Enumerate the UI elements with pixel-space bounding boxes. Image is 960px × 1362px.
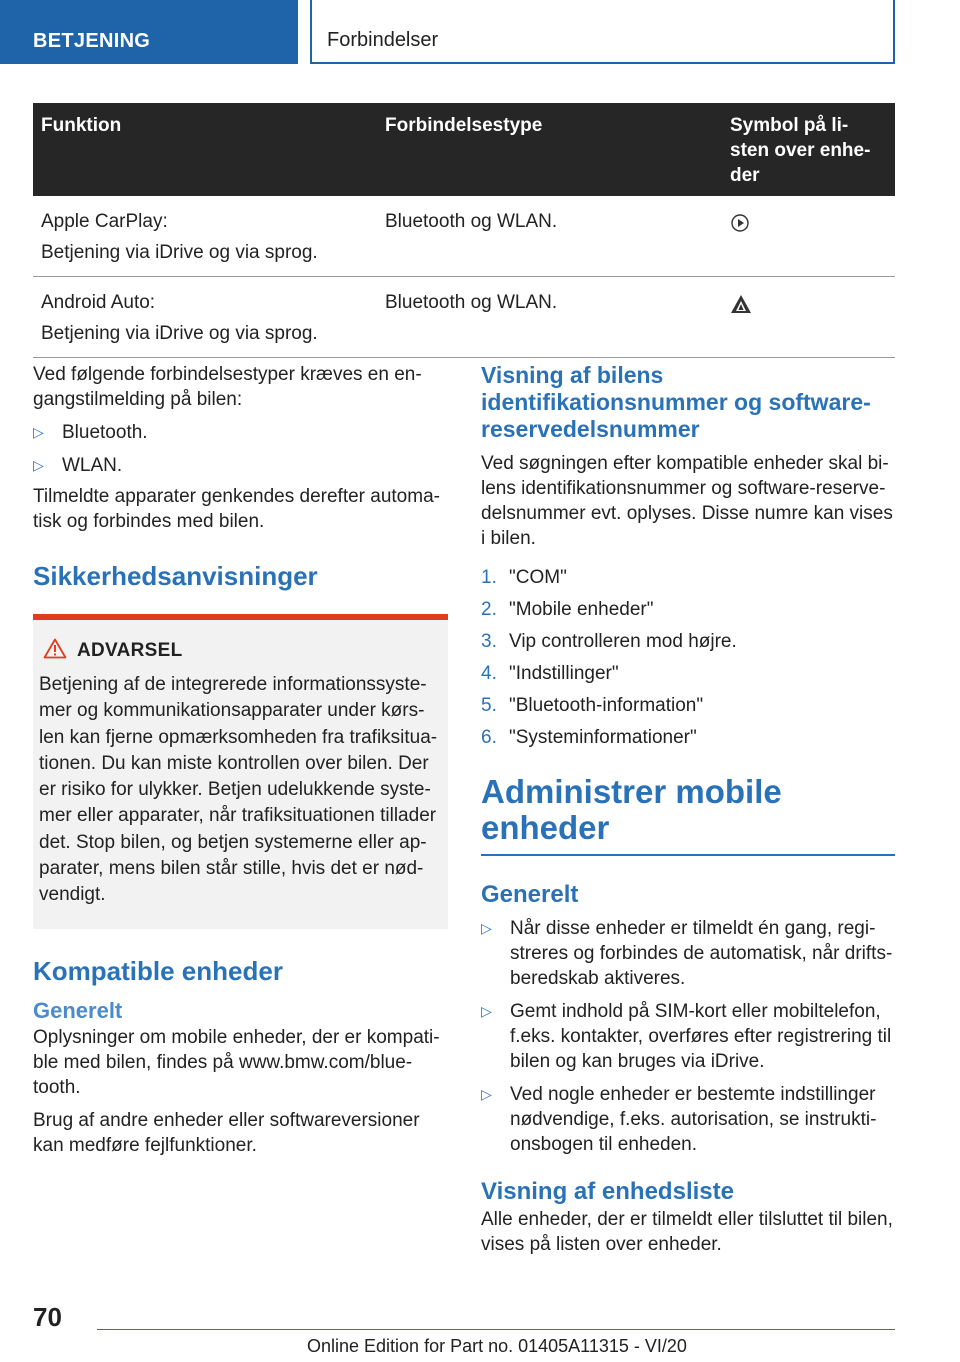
list-item-text: Bluetooth. bbox=[62, 422, 148, 443]
device-list-text: Alle enheder, der er tilmeldt eller tilsluttet til bilen, vises på listen over enheder. bbox=[481, 1209, 893, 1255]
triangle-bullet-icon: ▷ bbox=[33, 424, 44, 440]
triangle-bullet-icon: ▷ bbox=[33, 457, 44, 473]
list-item bbox=[481, 629, 895, 654]
header-function: Funktion bbox=[33, 103, 377, 196]
triangle-bullet-icon: ▷ bbox=[481, 920, 492, 936]
steps-list bbox=[481, 565, 895, 750]
list-item bbox=[481, 565, 895, 590]
list-item bbox=[481, 1082, 895, 1157]
table-cell-function bbox=[33, 277, 377, 358]
after-text: Tilmeldte apparater genkendes derefter automa- tisk og forbindes med bilen. bbox=[33, 486, 440, 532]
triangle-bullet-icon: ▷ bbox=[481, 1003, 492, 1019]
vin-text: Ved søgningen efter kompatible enheder skal bi- lens identifikationsnummer og software-reserve- delsnummer evt. oplyses. Disse numre kan vises i bilen. bbox=[481, 453, 893, 549]
manage-heading: Administrer mobile enheder bbox=[481, 774, 895, 856]
step-text: "Bluetooth-information" bbox=[509, 695, 704, 716]
table-row bbox=[33, 277, 895, 358]
list-item bbox=[481, 597, 895, 622]
safety-heading: Sikkerhedsanvisninger bbox=[33, 561, 318, 591]
list-item-text: Ved nogle enheder er bestemte indstillinger nødvendige, f.eks. autorisation, se instrukti- onsbogen til enheden. bbox=[510, 1084, 877, 1155]
step-text: "Indstillinger" bbox=[509, 663, 619, 684]
general-text-2: Brug af andre enheder eller softwareversioner kan medføre fejlfunktioner. bbox=[33, 1109, 420, 1156]
function-name: Android Auto: bbox=[41, 292, 156, 313]
step-number: 5. bbox=[481, 695, 497, 716]
warning-title: ADVARSEL bbox=[77, 640, 183, 661]
device-list-heading: Visning af enhedsliste bbox=[481, 1178, 734, 1205]
warning-text: Betjening af de integrerede informationssyste- mer og kommunikationsapparater under kørs- len kan fjerne opmærksomheden fra trafiksitua- tionen. Du kan miste kontrollen over bilen. Der er risiko for ulykker. Betjen udelukkende syste- mer eller apparater, når trafiksituationen tillader det. Stop bilen, og betjen systemerne eller ap- parater, mens bilen står stille, hvis det er nød- vendigt. bbox=[39, 674, 438, 906]
connection-table bbox=[33, 103, 895, 358]
general-bullet-list bbox=[481, 916, 895, 1157]
header-connection-type: Forbindelsestype bbox=[377, 103, 722, 196]
table-cell-type: Bluetooth og WLAN. bbox=[377, 277, 722, 358]
step-text: "Mobile enheder" bbox=[509, 599, 654, 620]
vin-heading: Visning af bilens identifikationsnummer og software- reservedelsnummer bbox=[481, 362, 871, 442]
list-item bbox=[481, 693, 895, 718]
carplay-icon bbox=[730, 212, 750, 243]
list-item bbox=[481, 916, 895, 991]
function-name: Apple CarPlay: bbox=[41, 211, 168, 232]
step-number: 6. bbox=[481, 727, 497, 748]
compat-heading: Kompatible enheder bbox=[33, 955, 283, 986]
table-cell-function bbox=[33, 196, 377, 277]
list-item-text: Gemt indhold på SIM-kort eller mobiltelefon, f.eks. kontakter, overføres efter registrering til bilen og kan bruges via iDrive. bbox=[510, 1001, 892, 1072]
step-text: "Systeminformationer" bbox=[509, 727, 697, 748]
warning-box bbox=[33, 614, 448, 929]
step-number: 2. bbox=[481, 599, 497, 620]
table-cell-symbol bbox=[722, 196, 895, 277]
list-item bbox=[33, 453, 448, 478]
list-item bbox=[33, 420, 448, 445]
list-item bbox=[481, 661, 895, 686]
left-column bbox=[33, 362, 448, 1158]
general-text-1: Oplysninger om mobile enheder, der er kompati- ble med bilen, findes på www.bmw.com/blue- tooth. bbox=[33, 1026, 440, 1098]
connection-list bbox=[33, 420, 448, 478]
function-desc: Betjening via iDrive og via sprog. bbox=[41, 323, 318, 344]
section-tab[interactable]: BETJENING bbox=[0, 0, 298, 64]
table-row bbox=[33, 196, 895, 277]
step-text: Vip controlleren mod højre. bbox=[509, 631, 737, 652]
page-number: 70 bbox=[33, 1302, 62, 1332]
list-item-text: Når disse enheder er tilmeldt én gang, regi- streres og forbindes de automatisk, når drifts- beredskab aktiveres. bbox=[510, 918, 893, 989]
footer-edition[interactable]: Online Edition for Part no. 01405A11315 - VI/20 bbox=[307, 1336, 687, 1356]
list-item bbox=[481, 725, 895, 750]
table-header-row bbox=[33, 103, 895, 196]
list-item-text: WLAN. bbox=[62, 455, 123, 476]
list-item bbox=[481, 999, 895, 1074]
header-symbol: Symbol på li- sten over enhe- der bbox=[722, 103, 895, 196]
warning-triangle-icon bbox=[43, 638, 67, 664]
intro-text: Ved følgende forbindelsestyper kræves en en- gangstilmelding på bilen: bbox=[33, 364, 422, 410]
step-number: 3. bbox=[481, 631, 497, 652]
triangle-bullet-icon: ▷ bbox=[481, 1086, 492, 1102]
table-cell-symbol bbox=[722, 277, 895, 358]
chapter-title: Forbindelser bbox=[310, 0, 895, 64]
step-number: 4. bbox=[481, 663, 497, 684]
function-desc: Betjening via iDrive og via sprog. bbox=[41, 242, 318, 263]
general-subheading: Generelt bbox=[33, 997, 123, 1023]
android-auto-icon bbox=[730, 293, 752, 324]
footer-divider bbox=[97, 1329, 895, 1330]
step-text: "COM" bbox=[509, 567, 567, 588]
step-number: 1. bbox=[481, 567, 497, 588]
general-heading-right: Generelt bbox=[481, 881, 579, 908]
right-column bbox=[481, 362, 895, 1257]
table-cell-type: Bluetooth og WLAN. bbox=[377, 196, 722, 277]
